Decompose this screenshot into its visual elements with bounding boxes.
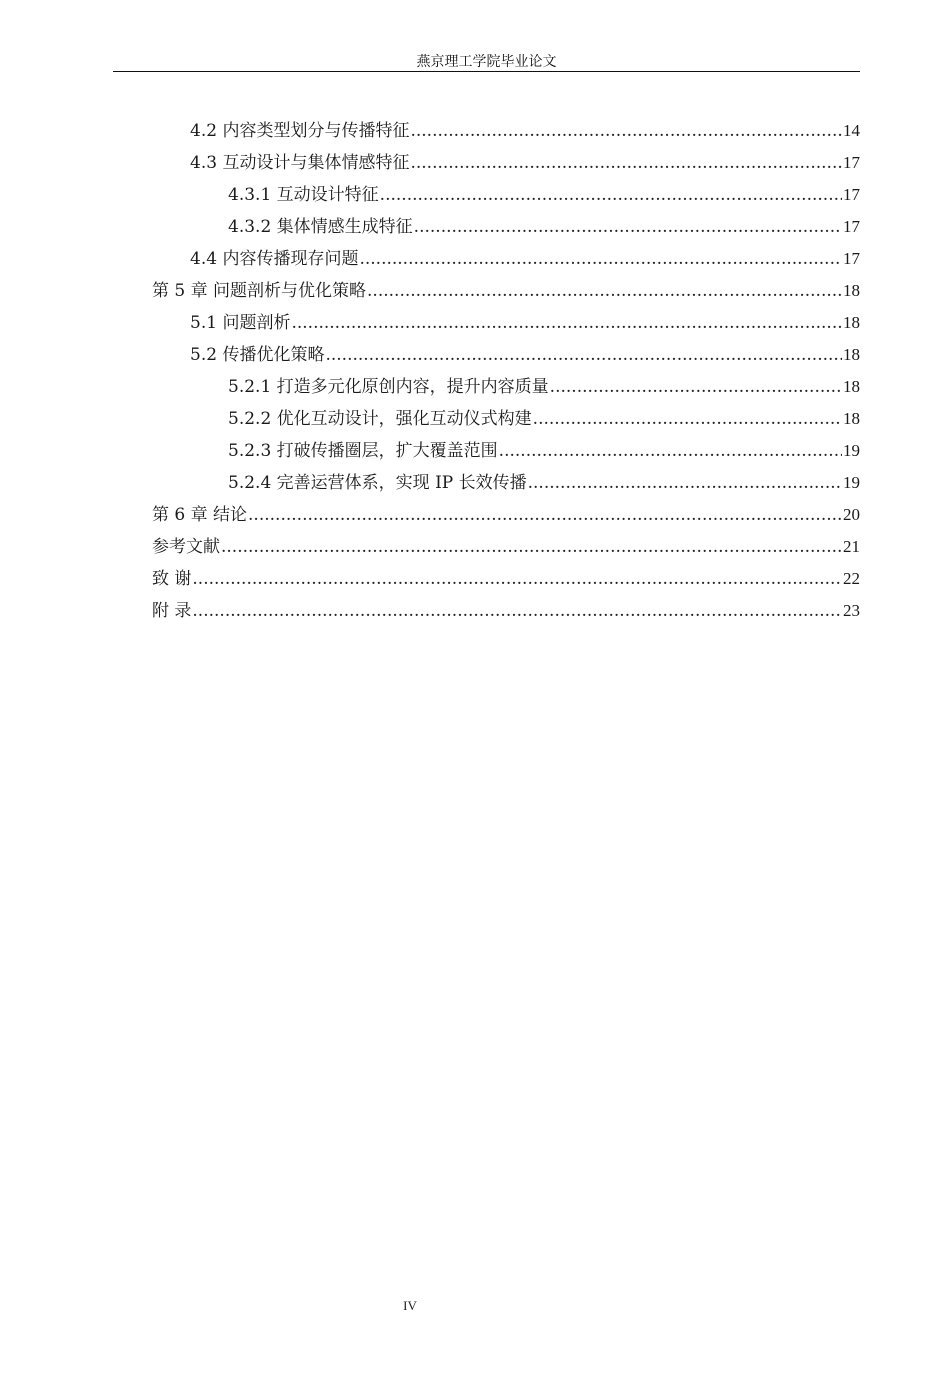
toc-entry[interactable] xyxy=(228,469,860,497)
toc-dot-leader xyxy=(499,437,842,465)
toc-entry-title: 致 谢 xyxy=(152,569,192,589)
toc-dot-leader xyxy=(221,533,842,561)
toc-dot-leader xyxy=(325,341,842,369)
toc-entry[interactable] xyxy=(228,373,860,401)
toc-entry[interactable] xyxy=(152,533,860,561)
toc-entry-title: 附 录 xyxy=(152,601,192,621)
toc-entry-title: 5.2 传播优化策略 xyxy=(190,345,325,365)
toc-entry-page: 17 xyxy=(843,249,860,268)
toc-entry-page: 18 xyxy=(843,409,860,428)
toc-entry-title: 5.1 问题剖析 xyxy=(190,313,291,333)
toc-entry-title: 4.3.1 互动设计特征 xyxy=(228,185,379,205)
toc-dot-leader xyxy=(528,469,842,497)
toc-dot-leader xyxy=(192,565,842,593)
toc-dot-leader xyxy=(533,405,842,433)
toc-entry-page: 14 xyxy=(843,121,860,140)
toc-dot-leader xyxy=(550,373,842,401)
toc-entry[interactable] xyxy=(152,597,860,625)
toc-entry-title: 4.3.2 集体情感生成特征 xyxy=(228,217,413,237)
toc-entry[interactable] xyxy=(152,565,860,593)
toc-entry-title: 参考文献 xyxy=(152,537,220,557)
toc-dot-leader xyxy=(192,597,842,625)
toc-dot-leader xyxy=(248,501,842,529)
toc-entry-page: 19 xyxy=(843,441,860,460)
toc-dot-leader xyxy=(359,245,842,273)
running-header: 燕京理工学院毕业论文 xyxy=(416,54,557,70)
page-number: IV xyxy=(403,1298,417,1313)
toc-entry[interactable] xyxy=(152,277,860,305)
toc-entry-title: 5.2.1 打造多元化原创内容，提升内容质量 xyxy=(228,377,549,397)
toc-entry[interactable] xyxy=(228,405,860,433)
toc-entry[interactable] xyxy=(190,117,860,145)
toc-entry[interactable] xyxy=(228,437,860,465)
toc-entry-page: 17 xyxy=(843,153,860,172)
toc-entry-title: 第 5 章 问题剖析与优化策略 xyxy=(152,281,367,301)
toc-entry[interactable] xyxy=(190,341,860,369)
toc-entry-page: 22 xyxy=(843,569,860,588)
toc-entry-title: 4.3 互动设计与集体情感特征 xyxy=(190,153,410,173)
toc-dot-leader xyxy=(414,213,842,241)
header-rule xyxy=(113,71,860,72)
toc-entry-title: 5.2.3 打破传播圈层，扩大覆盖范围 xyxy=(228,441,498,461)
toc-entry-title: 第 6 章 结论 xyxy=(152,505,248,525)
toc-dot-leader xyxy=(291,309,842,337)
toc-entry-title: 4.2 内容类型划分与传播特征 xyxy=(190,121,410,141)
toc-dot-leader xyxy=(367,277,842,305)
toc-dot-leader xyxy=(410,149,842,177)
toc-entry[interactable] xyxy=(190,245,860,273)
toc-entry[interactable] xyxy=(228,213,860,241)
toc-entry-title: 5.2.2 优化互动设计，强化互动仪式构建 xyxy=(228,409,532,429)
toc-entry-page: 17 xyxy=(843,217,860,236)
toc-entry-page: 17 xyxy=(843,185,860,204)
toc-entry[interactable] xyxy=(190,149,860,177)
toc-entry[interactable] xyxy=(152,501,860,529)
toc-entry-page: 18 xyxy=(843,313,860,332)
toc-entry-title: 4.4 内容传播现存问题 xyxy=(190,249,359,269)
toc-entry-title: 5.2.4 完善运营体系，实现 IP 长效传播 xyxy=(228,473,527,493)
toc-entry-page: 18 xyxy=(843,281,860,300)
toc-entry[interactable] xyxy=(228,181,860,209)
toc-entry-page: 19 xyxy=(843,473,860,492)
toc-dot-leader xyxy=(380,181,842,209)
toc-entry-page: 18 xyxy=(843,377,860,396)
toc-entry-page: 23 xyxy=(843,601,860,620)
toc-entry-page: 21 xyxy=(843,537,860,556)
toc-entry-page: 18 xyxy=(843,345,860,364)
toc-dot-leader xyxy=(410,117,842,145)
toc-entry-page: 20 xyxy=(843,505,860,524)
toc-entry[interactable] xyxy=(190,309,860,337)
